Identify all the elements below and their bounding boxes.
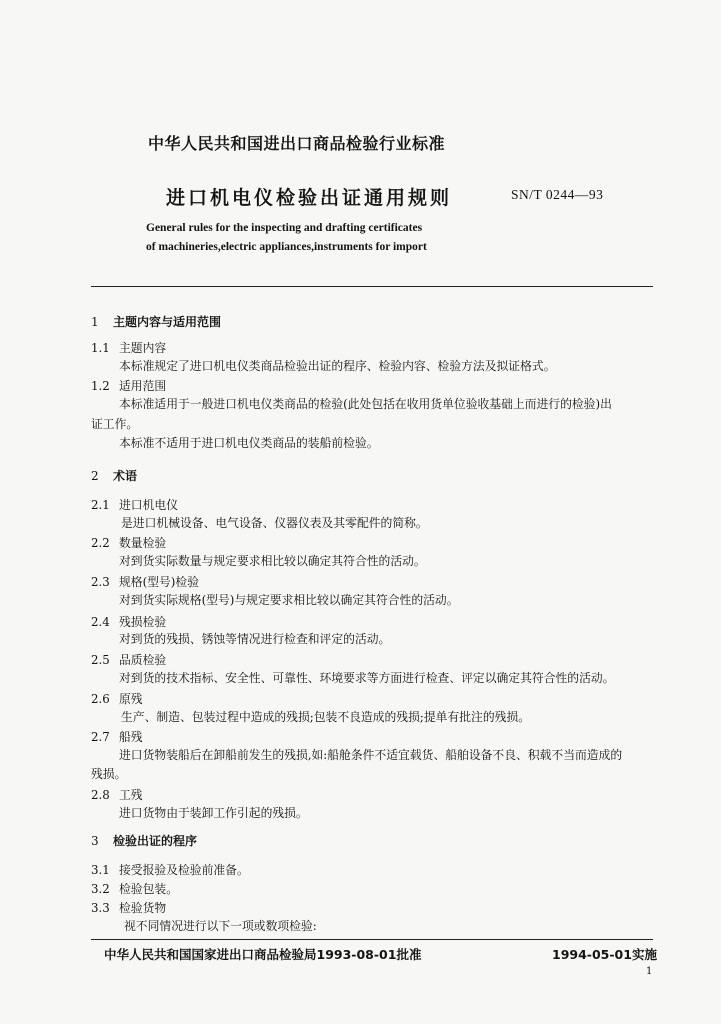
section-title: 检验出证的程序 xyxy=(113,834,198,848)
english-title-line-1: General rules for the inspecting and drafting certificates xyxy=(146,222,423,234)
clause-3-3-subtext: 视不同情况进行以下一项或数项检验: xyxy=(124,919,317,933)
clause-number: 2.8 xyxy=(91,788,110,802)
clause-text: 接受报验及检验前准备。 xyxy=(119,863,249,877)
clause-1-2-text-line-2: 证工作。 xyxy=(91,417,139,431)
clause-number: 3.1 xyxy=(91,863,110,877)
clause-2-4-heading xyxy=(91,613,166,630)
clause-1-2-text-2: 本标准不适用于进口机电仪类商品的装船前检验。 xyxy=(119,436,379,450)
clause-number: 2.2 xyxy=(91,536,110,550)
clause-title: 船残 xyxy=(119,730,143,744)
clause-2-7-heading xyxy=(91,728,143,745)
clause-number: 2.6 xyxy=(91,692,110,706)
clause-title: 进口机电仪 xyxy=(119,498,178,512)
clause-number: 3.3 xyxy=(91,901,110,915)
section-title: 主题内容与适用范围 xyxy=(113,315,222,329)
clause-3-3 xyxy=(91,899,166,916)
clause-number: 2.7 xyxy=(91,730,110,744)
clause-2-1-heading xyxy=(91,496,178,513)
clause-number: 3.2 xyxy=(91,882,110,896)
standard-number: SN/T 0244—93 xyxy=(511,187,604,202)
clause-2-6-text: 生产、制造、包装过程中造成的残损;包装不良造成的残损;提单有批注的残损。 xyxy=(121,710,531,724)
organization-title: 中华人民共和国进出口商品检验行业标准 xyxy=(148,134,446,153)
clause-number: 2.3 xyxy=(91,575,110,589)
clause-2-7-text-line-2: 残损。 xyxy=(91,767,127,781)
clause-2-2-text: 对到货实际数量与规定要求相比较以确定其符合性的活动。 xyxy=(119,554,426,568)
clause-1-1-heading xyxy=(91,339,166,356)
implementation-date: 1994-05-01实施 xyxy=(552,947,657,962)
clause-title: 数量检验 xyxy=(119,536,167,550)
clause-2-1-text: 是进口机械设备、电气设备、仪器仪表及其零配件的简称。 xyxy=(121,516,428,530)
clause-title: 规格(型号)检验 xyxy=(119,575,199,589)
clause-2-4-text: 对到货的残损、锈蚀等情况进行检查和评定的活动。 xyxy=(119,632,391,646)
clause-3-2 xyxy=(91,880,178,897)
clause-1-2-heading xyxy=(91,377,166,394)
english-title-line-2: of machineries,electric appliances,instruments for import xyxy=(146,241,427,253)
clause-2-8-heading xyxy=(91,786,143,803)
section-number: 1 xyxy=(91,315,99,329)
header-divider xyxy=(91,286,653,287)
clause-number: 1.2 xyxy=(91,379,110,393)
section-number: 2 xyxy=(91,469,99,483)
footer-divider xyxy=(91,939,653,940)
clause-1-2-text-line-1: 本标准适用于一般进口机电仪类商品的检验(此处包括在收用货单位验收基础上而进行的检验)出 xyxy=(119,397,612,411)
clause-2-5-heading xyxy=(91,651,166,668)
clause-2-2-heading xyxy=(91,534,166,551)
clause-2-3-heading xyxy=(91,573,199,590)
clause-2-8-text: 进口货物由于装卸工作引起的残损。 xyxy=(119,806,308,820)
clause-title: 适用范围 xyxy=(119,379,167,393)
clause-text: 检验货物 xyxy=(119,901,167,915)
clause-2-5-text: 对到货的技术指标、安全性、可靠性、环境要求等方面进行检查、评定以确定其符合性的活动。 xyxy=(119,671,615,685)
clause-2-3-text: 对到货实际规格(型号)与规定要求相比较以确定其符合性的活动。 xyxy=(119,593,459,607)
clause-2-7-text-line-1: 进口货物装船后在卸船前发生的残损,如:船舱条件不适宜载货、船舶设备不良、积载不当而造成的 xyxy=(119,748,623,762)
clause-number: 2.4 xyxy=(91,615,110,629)
clause-number: 1.1 xyxy=(91,341,110,355)
page-number: 1 xyxy=(646,966,653,977)
clause-title: 品质检验 xyxy=(119,653,167,667)
clause-2-6-heading xyxy=(91,690,143,707)
clause-title: 主题内容 xyxy=(119,341,167,355)
clause-title: 原残 xyxy=(119,692,143,706)
clause-3-1 xyxy=(91,861,249,878)
section-3-heading xyxy=(91,832,197,849)
approval-statement: 中华人民共和国国家进出口商品检验局1993-08-01批准 xyxy=(104,947,422,962)
clause-title: 残损检验 xyxy=(119,615,167,629)
clause-text: 检验包装。 xyxy=(119,882,178,896)
section-1-heading xyxy=(91,313,221,330)
clause-number: 2.1 xyxy=(91,498,110,512)
section-2-heading xyxy=(91,467,137,484)
section-title: 术语 xyxy=(113,469,138,483)
clause-1-1-text: 本标准规定了进口机电仪类商品检验出证的程序、检验内容、检验方法及拟证格式。 xyxy=(119,359,556,373)
section-number: 3 xyxy=(91,834,99,848)
standard-title: 进口机电仪检验出证通用规则 xyxy=(166,187,453,209)
clause-title: 工残 xyxy=(119,788,143,802)
clause-number: 2.5 xyxy=(91,653,110,667)
